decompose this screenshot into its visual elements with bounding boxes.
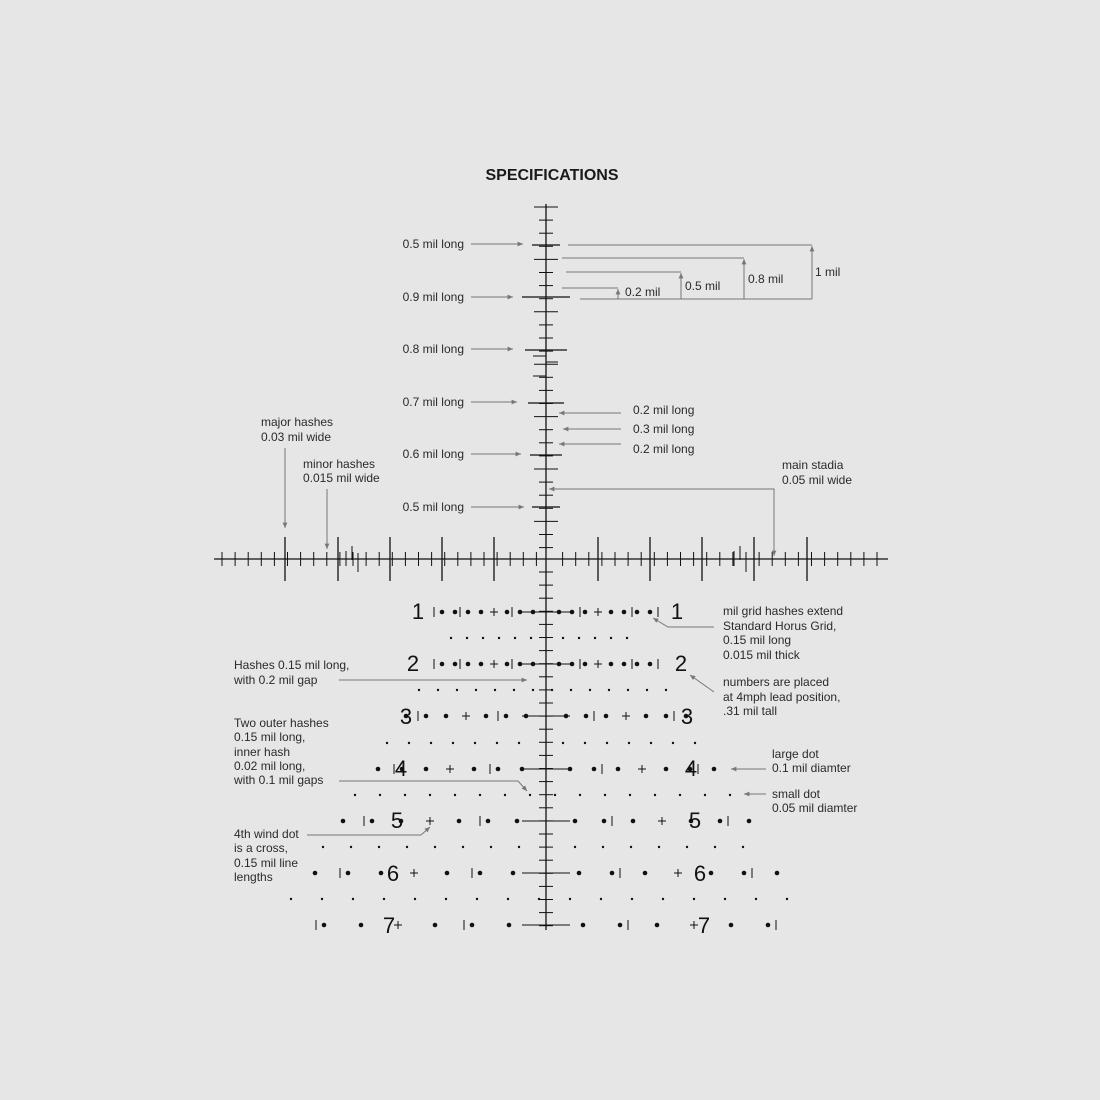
small-dot bbox=[418, 689, 420, 691]
small-dot bbox=[498, 637, 500, 639]
large-dot bbox=[444, 714, 449, 719]
note-hashes-gap-2: with 0.2 mil gap bbox=[234, 673, 318, 687]
note-outer-5: with 0.1 mil gaps bbox=[234, 773, 324, 787]
large-dot bbox=[470, 923, 475, 928]
large-dot bbox=[631, 819, 636, 824]
large-dot bbox=[496, 767, 501, 772]
note-mil-grid-1: mil grid hashes extend bbox=[723, 604, 844, 618]
small-dot bbox=[562, 742, 564, 744]
small-dot bbox=[429, 794, 431, 796]
large-dot bbox=[379, 871, 384, 876]
row-number-2-left: 2 bbox=[406, 651, 420, 676]
label-08: 0.8 mil long bbox=[402, 342, 464, 356]
small-dot bbox=[513, 689, 515, 691]
large-dot bbox=[424, 714, 429, 719]
large-dot bbox=[313, 871, 318, 876]
small-dot bbox=[408, 742, 410, 744]
row-number-6-right: 6 bbox=[693, 861, 707, 886]
small-dot bbox=[475, 689, 477, 691]
row-number-6-left: 6 bbox=[386, 861, 400, 886]
small-dot bbox=[430, 742, 432, 744]
small-dot bbox=[434, 846, 436, 848]
small-dot bbox=[602, 846, 604, 848]
hash-label-02-a: 0.2 mil long bbox=[633, 403, 695, 417]
large-dot bbox=[622, 662, 627, 667]
small-dot bbox=[662, 898, 664, 900]
wind-dot-note bbox=[234, 827, 430, 884]
small-dot bbox=[529, 794, 531, 796]
large-dot bbox=[616, 767, 621, 772]
large-dot bbox=[648, 662, 653, 667]
row-number-5-right: 5 bbox=[688, 808, 702, 833]
small-dot bbox=[629, 794, 631, 796]
large-dot bbox=[584, 714, 589, 719]
small-dot bbox=[569, 898, 571, 900]
small-dot bbox=[704, 794, 706, 796]
small-dot bbox=[454, 794, 456, 796]
small-dot bbox=[610, 637, 612, 639]
label-09: 0.9 mil long bbox=[402, 290, 464, 304]
note-small-dot-2: 0.05 mil diamter bbox=[772, 801, 858, 815]
small-dot bbox=[694, 742, 696, 744]
large-dot bbox=[457, 819, 462, 824]
large-dot bbox=[505, 662, 510, 667]
large-dot bbox=[370, 819, 375, 824]
large-dot bbox=[648, 610, 653, 615]
large-dot bbox=[322, 923, 327, 928]
large-dot bbox=[376, 767, 381, 772]
small-dot bbox=[482, 637, 484, 639]
note-numbers-1: numbers are placed bbox=[723, 675, 830, 689]
numbers-placed-note bbox=[690, 675, 840, 718]
note-main-stadia-2: 0.05 mil wide bbox=[782, 473, 853, 487]
small-dot bbox=[604, 794, 606, 796]
small-dot bbox=[630, 846, 632, 848]
small-dot bbox=[514, 637, 516, 639]
small-dot bbox=[570, 689, 572, 691]
small-dot bbox=[383, 898, 385, 900]
small-dot bbox=[479, 794, 481, 796]
small-dot bbox=[321, 898, 323, 900]
small-dot bbox=[476, 898, 478, 900]
large-dot bbox=[581, 923, 586, 928]
note-major-hashes: major hashes bbox=[261, 415, 334, 429]
small-dot bbox=[665, 689, 667, 691]
small-dot bbox=[724, 898, 726, 900]
large-dot bbox=[643, 871, 648, 876]
large-dot bbox=[466, 662, 471, 667]
small-dot bbox=[714, 846, 716, 848]
note-outer-2: 0.15 mil long, bbox=[234, 730, 306, 744]
small-dot bbox=[646, 689, 648, 691]
large-dot bbox=[766, 923, 771, 928]
bracket-label-1: 1 mil bbox=[815, 265, 841, 279]
small-dot bbox=[679, 794, 681, 796]
row-number-1-left: 1 bbox=[411, 599, 425, 624]
hash-label-03: 0.3 mil long bbox=[633, 422, 695, 436]
small-dot bbox=[532, 689, 534, 691]
large-dot bbox=[635, 662, 640, 667]
note-outer-3: inner hash bbox=[234, 745, 291, 759]
hash-label-02-b: 0.2 mil long bbox=[633, 442, 695, 456]
large-dot bbox=[440, 662, 445, 667]
small-dot bbox=[494, 689, 496, 691]
small-dot bbox=[452, 742, 454, 744]
small-dot bbox=[404, 794, 406, 796]
small-dot bbox=[574, 846, 576, 848]
small-dot bbox=[755, 898, 757, 900]
row-number-4-left: 4 bbox=[394, 756, 408, 781]
row-number-7-right: 7 bbox=[697, 913, 711, 938]
dot-notes bbox=[731, 747, 857, 815]
note-major-hashes-2: 0.03 mil wide bbox=[261, 430, 332, 444]
small-dot bbox=[414, 898, 416, 900]
note-main-stadia: main stadia bbox=[782, 458, 844, 472]
large-dot bbox=[466, 610, 471, 615]
small-dot bbox=[518, 742, 520, 744]
large-dot bbox=[518, 610, 523, 615]
large-dot bbox=[592, 767, 597, 772]
large-dot bbox=[573, 819, 578, 824]
note-outer-1: Two outer hashes bbox=[234, 716, 329, 730]
large-dot bbox=[718, 819, 723, 824]
bracket-label-05: 0.5 mil bbox=[685, 279, 721, 293]
large-dot bbox=[511, 871, 516, 876]
note-minor-hashes-2: 0.015 mil wide bbox=[303, 471, 380, 485]
page-title: SPECIFICATIONS bbox=[485, 167, 619, 184]
vertical-hash-labels bbox=[403, 237, 524, 514]
row-number-5-left: 5 bbox=[390, 808, 404, 833]
large-dot bbox=[583, 610, 588, 615]
large-dot bbox=[622, 610, 627, 615]
row-number-3-right: 3 bbox=[680, 704, 694, 729]
note-numbers-2: at 4mph lead position, bbox=[723, 690, 841, 704]
small-dot bbox=[608, 689, 610, 691]
large-dot bbox=[472, 767, 477, 772]
hashes-gap-note bbox=[233, 658, 527, 687]
note-mil-grid-4: 0.015 mil thick bbox=[723, 648, 800, 662]
large-dot bbox=[583, 662, 588, 667]
small-dot bbox=[352, 898, 354, 900]
small-dot bbox=[490, 846, 492, 848]
large-dot bbox=[618, 923, 623, 928]
large-dot bbox=[453, 662, 458, 667]
outer-hashes-note bbox=[233, 716, 527, 791]
large-dot bbox=[609, 610, 614, 615]
small-dot bbox=[496, 742, 498, 744]
small-dot bbox=[626, 637, 628, 639]
small-dot bbox=[729, 794, 731, 796]
large-dot bbox=[655, 923, 660, 928]
note-mil-grid-2: Standard Horus Grid, bbox=[723, 619, 837, 633]
large-dot bbox=[610, 871, 615, 876]
small-dot bbox=[450, 637, 452, 639]
row-number-4-right: 4 bbox=[684, 756, 698, 781]
large-dot bbox=[505, 610, 510, 615]
spacing-brackets bbox=[562, 245, 840, 299]
note-mil-grid-3: 0.15 mil long bbox=[723, 633, 792, 647]
label-06: 0.6 mil long bbox=[402, 447, 464, 461]
small-dot bbox=[406, 846, 408, 848]
note-large-dot-2: 0.1 mil diamter bbox=[772, 761, 851, 775]
small-dot bbox=[518, 846, 520, 848]
holdover-grid bbox=[290, 607, 788, 930]
note-wind-4: lengths bbox=[234, 870, 273, 884]
small-dot bbox=[693, 898, 695, 900]
small-dot bbox=[584, 742, 586, 744]
small-dot bbox=[378, 846, 380, 848]
small-dot bbox=[530, 637, 532, 639]
small-dot bbox=[386, 742, 388, 744]
small-dot bbox=[445, 898, 447, 900]
large-dot bbox=[635, 610, 640, 615]
small-dot bbox=[628, 742, 630, 744]
label-07: 0.7 mil long bbox=[402, 395, 464, 409]
note-wind-2: is a cross, bbox=[234, 841, 289, 855]
label-05-bottom: 0.5 mil long bbox=[402, 500, 464, 514]
small-dot bbox=[322, 846, 324, 848]
large-dot bbox=[486, 819, 491, 824]
large-dot bbox=[570, 610, 575, 615]
small-dot bbox=[672, 742, 674, 744]
large-dot bbox=[664, 714, 669, 719]
large-dot bbox=[602, 819, 607, 824]
large-dot bbox=[664, 767, 669, 772]
small-dot bbox=[786, 898, 788, 900]
note-large-dot-1: large dot bbox=[772, 747, 819, 761]
large-dot bbox=[445, 871, 450, 876]
note-small-dot-1: small dot bbox=[772, 787, 821, 801]
large-dot bbox=[479, 610, 484, 615]
large-dot bbox=[440, 610, 445, 615]
small-dot bbox=[654, 794, 656, 796]
large-dot bbox=[742, 871, 747, 876]
large-dot bbox=[479, 662, 484, 667]
bracket-label-02: 0.2 mil bbox=[625, 285, 661, 299]
large-dot bbox=[709, 871, 714, 876]
large-dot bbox=[359, 923, 364, 928]
small-dot bbox=[554, 794, 556, 796]
small-dot bbox=[742, 846, 744, 848]
bracket-label-08: 0.8 mil bbox=[748, 272, 784, 286]
small-dot bbox=[462, 846, 464, 848]
row-number-2-right: 2 bbox=[674, 651, 688, 676]
large-dot bbox=[484, 714, 489, 719]
large-dot bbox=[478, 871, 483, 876]
small-dot bbox=[456, 689, 458, 691]
large-dot bbox=[570, 662, 575, 667]
small-dot bbox=[466, 637, 468, 639]
note-hashes-gap-1: Hashes 0.15 mil long, bbox=[234, 658, 350, 672]
note-wind-3: 0.15 mil line bbox=[234, 856, 299, 870]
small-dot bbox=[437, 689, 439, 691]
small-dot bbox=[562, 637, 564, 639]
hash-width-notes bbox=[261, 415, 380, 549]
small-dot bbox=[589, 689, 591, 691]
row-number-1-right: 1 bbox=[670, 599, 684, 624]
note-outer-4: 0.02 mil long, bbox=[234, 759, 306, 773]
small-dot bbox=[551, 689, 553, 691]
small-dot bbox=[658, 846, 660, 848]
large-dot bbox=[747, 819, 752, 824]
large-dot bbox=[729, 923, 734, 928]
large-dot bbox=[515, 819, 520, 824]
large-dot bbox=[433, 923, 438, 928]
small-dot bbox=[579, 794, 581, 796]
large-dot bbox=[453, 610, 458, 615]
large-dot bbox=[518, 662, 523, 667]
large-dot bbox=[712, 767, 717, 772]
right-hash-labels bbox=[559, 403, 694, 456]
large-dot bbox=[609, 662, 614, 667]
small-dot bbox=[594, 637, 596, 639]
note-numbers-3: .31 mil tall bbox=[723, 704, 778, 718]
small-dot bbox=[504, 794, 506, 796]
large-dot bbox=[341, 819, 346, 824]
small-dot bbox=[686, 846, 688, 848]
small-dot bbox=[507, 898, 509, 900]
small-dot bbox=[350, 846, 352, 848]
large-dot bbox=[346, 871, 351, 876]
small-dot bbox=[379, 794, 381, 796]
note-minor-hashes: minor hashes bbox=[303, 457, 376, 471]
small-dot bbox=[538, 898, 540, 900]
small-dot bbox=[627, 689, 629, 691]
note-wind-1: 4th wind dot bbox=[234, 827, 299, 841]
large-dot bbox=[424, 767, 429, 772]
small-dot bbox=[354, 794, 356, 796]
row-number-3-left: 3 bbox=[399, 704, 413, 729]
large-dot bbox=[577, 871, 582, 876]
small-dot bbox=[650, 742, 652, 744]
small-dot bbox=[631, 898, 633, 900]
small-dot bbox=[578, 637, 580, 639]
small-dot bbox=[606, 742, 608, 744]
large-dot bbox=[604, 714, 609, 719]
large-dot bbox=[775, 871, 780, 876]
large-dot bbox=[504, 714, 509, 719]
small-dot bbox=[474, 742, 476, 744]
large-dot bbox=[507, 923, 512, 928]
small-dot bbox=[600, 898, 602, 900]
label-05-top: 0.5 mil long bbox=[402, 237, 464, 251]
row-number-7-left: 7 bbox=[382, 913, 396, 938]
large-dot bbox=[644, 714, 649, 719]
small-dot bbox=[290, 898, 292, 900]
